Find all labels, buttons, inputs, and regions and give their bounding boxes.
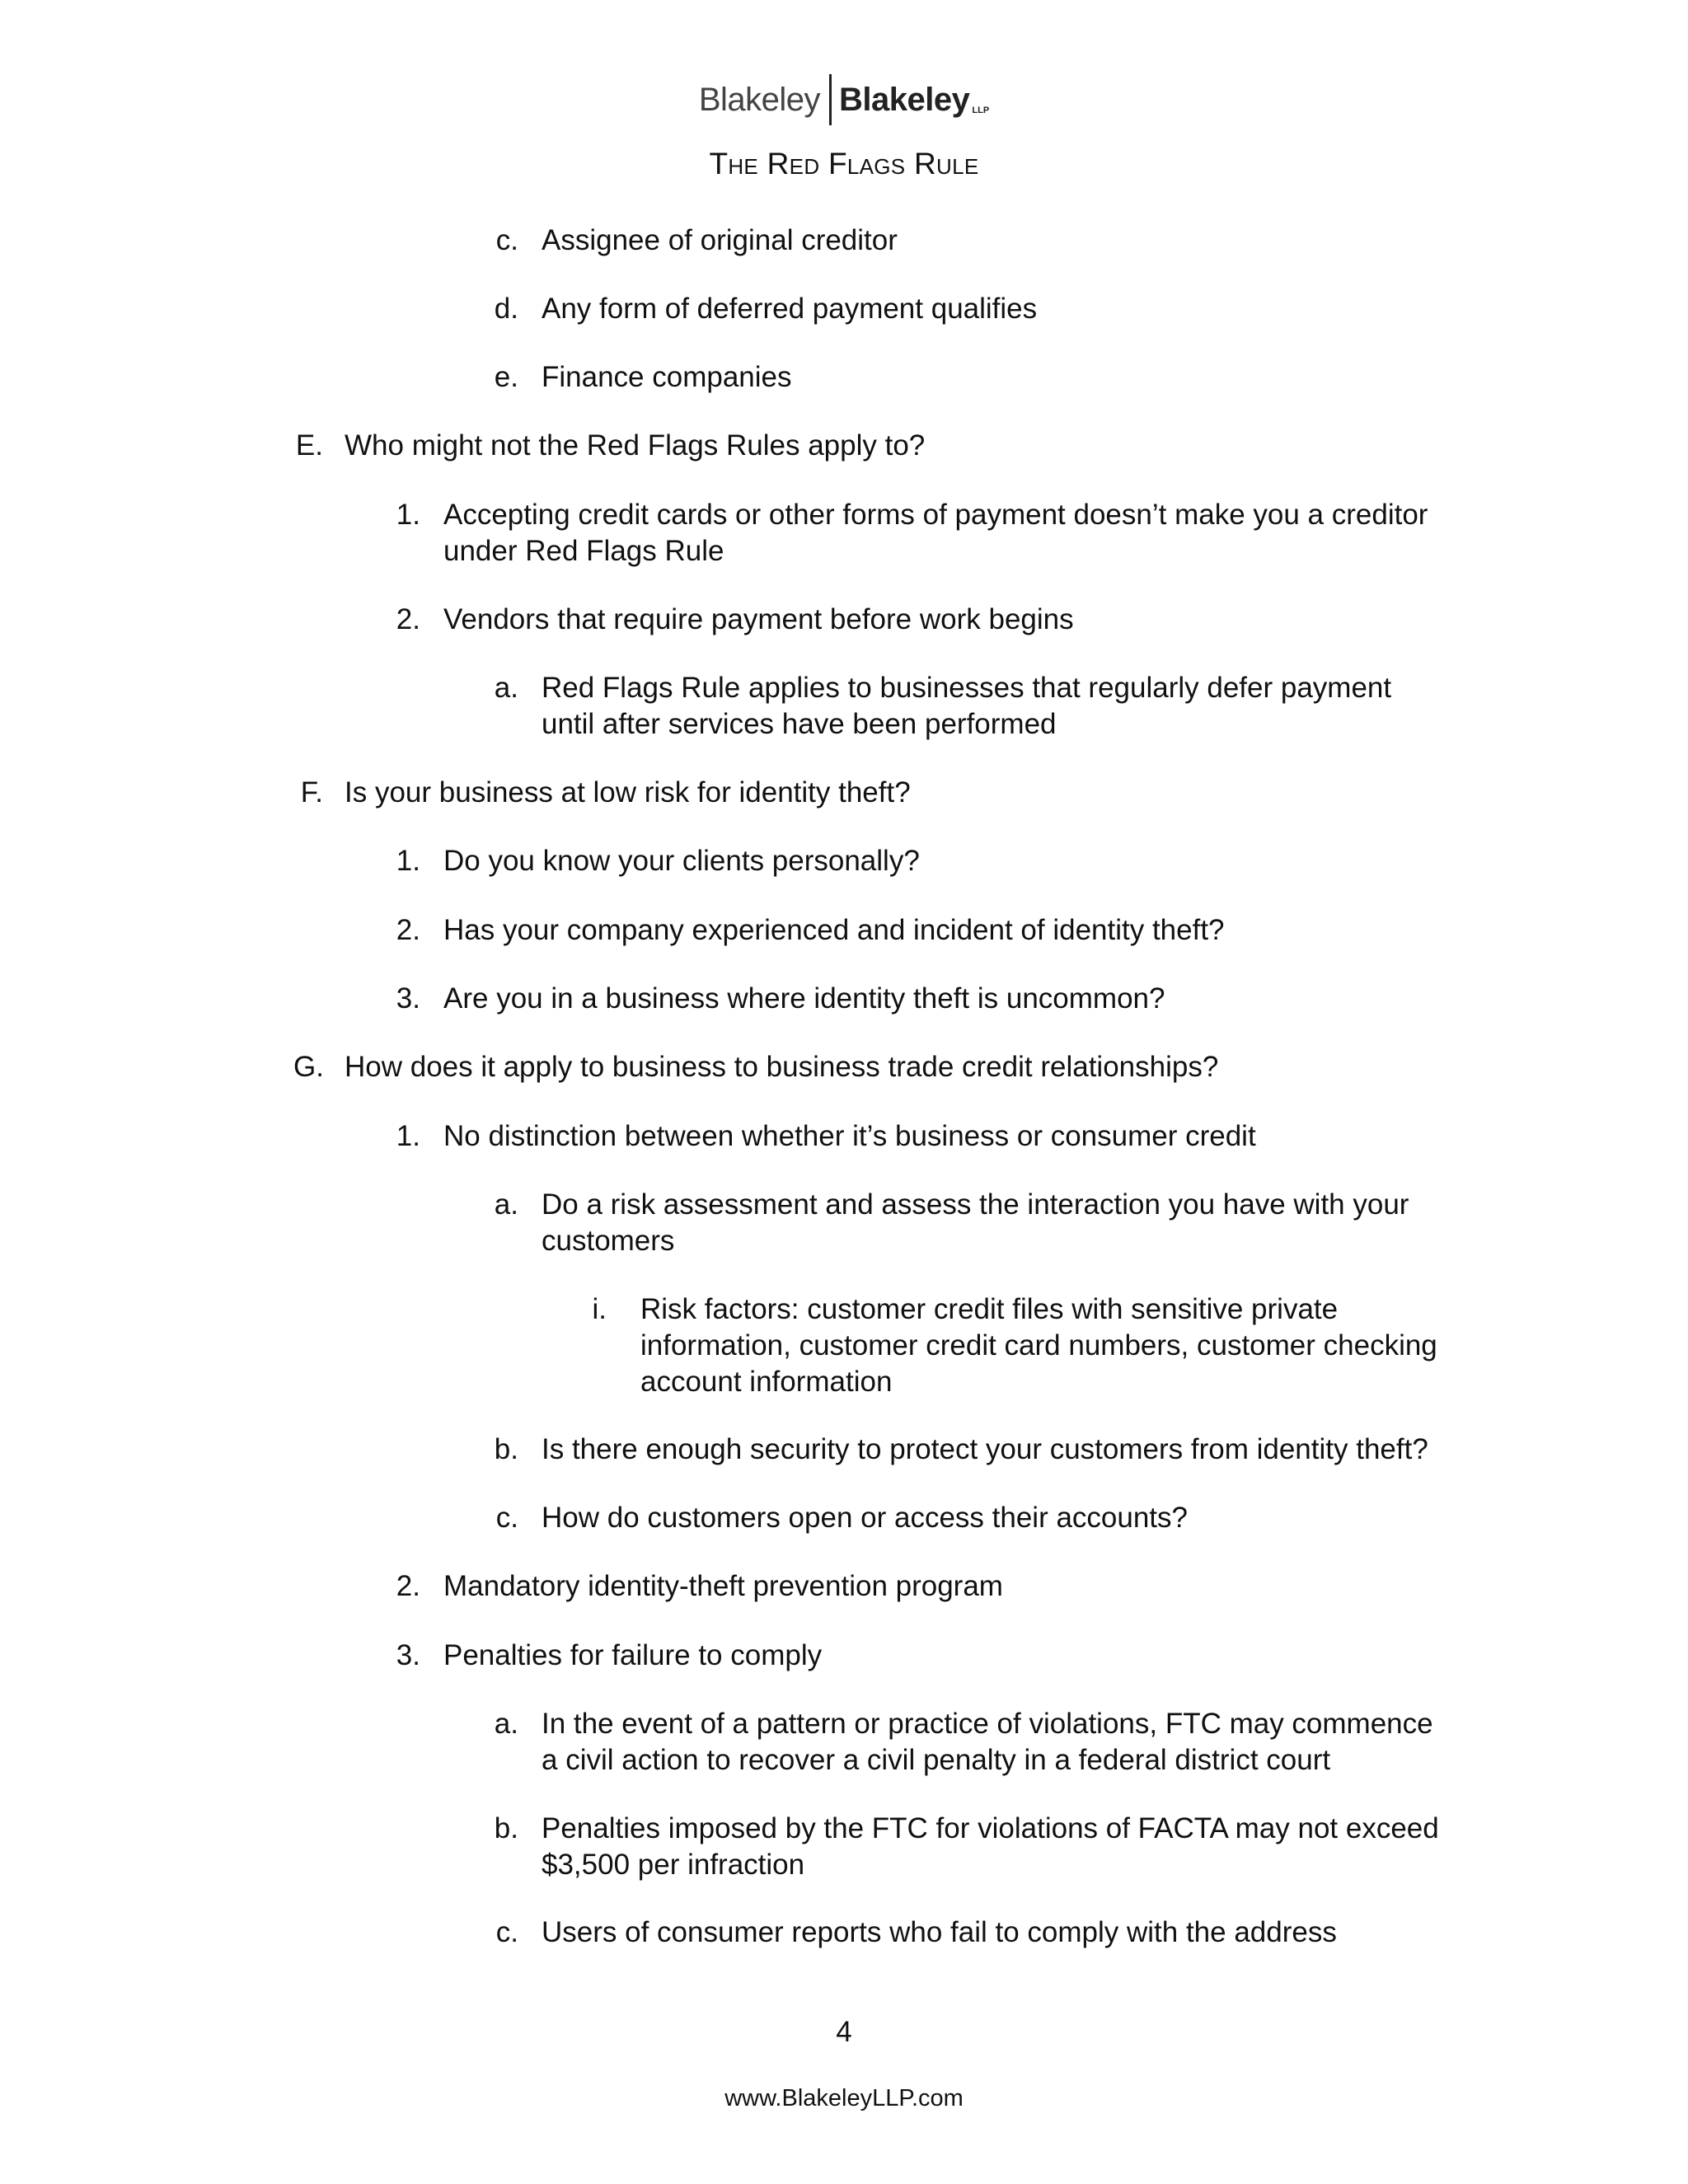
item-marker: b. [494, 1433, 518, 1465]
item-marker: c. [495, 1502, 518, 1534]
item-text: Assignee of original creditor [542, 224, 898, 256]
item-marker: F. [300, 776, 323, 808]
item-marker: 1. [396, 1120, 420, 1152]
item-marker: 1. [396, 845, 420, 877]
item-marker: 3. [396, 1639, 420, 1671]
item-marker: 1. [396, 499, 420, 531]
item-marker: G. [293, 1051, 324, 1083]
item-text: In the event of a pattern or practice of violations, FTC may commence a civil action to recover a civil penalty in a federal district court [542, 1708, 1433, 1776]
item-marker: E. [295, 429, 323, 462]
item-marker: e. [494, 361, 518, 393]
item-text: Mandatory identity-theft prevention program [443, 1570, 1003, 1602]
item-marker: 2. [396, 1570, 420, 1602]
item-text: Who might not the Red Flags Rules apply to? [345, 429, 926, 462]
item-marker: a. [494, 1188, 518, 1221]
item-text: Finance companies [542, 361, 792, 393]
item-text: Any form of deferred payment qualifies [542, 293, 1038, 325]
item-text: Penalties for failure to comply [443, 1639, 823, 1671]
item-text: Accepting credit cards or other forms of payment doesn’t make you a creditor under Red Flags Rule [443, 499, 1428, 567]
item-text: No distinction between whether it’s business or consumer credit [443, 1120, 1256, 1152]
logo-divider [829, 74, 832, 125]
logo-bold-text: Blakeley [839, 81, 970, 118]
item-marker: a. [494, 1708, 518, 1740]
item-text: How does it apply to business to business trade credit relationships? [345, 1051, 1219, 1083]
item-text: Is your business at low risk for identity theft? [345, 776, 911, 808]
item-text: Users of consumer reports who fail to comply with the address [542, 1916, 1337, 1948]
item-marker: i. [592, 1293, 607, 1325]
logo-light-text: Blakeley [698, 81, 821, 118]
item-text: Vendors that require payment before work begins [443, 603, 1074, 635]
item-marker: b. [494, 1812, 518, 1844]
item-marker: c. [495, 1916, 518, 1948]
item-marker: a. [494, 672, 518, 704]
item-text: Penalties imposed by the FTC for violations of FACTA may not exceed $3,500 per infraction [542, 1812, 1439, 1881]
item-marker: c. [495, 224, 518, 256]
item-text: Are you in a business where identity theft is uncommon? [443, 982, 1165, 1015]
item-text: How do customers open or access their accounts? [542, 1502, 1188, 1534]
logo-llp-suffix: LLP [972, 105, 990, 115]
item-text: Red Flags Rule applies to businesses that regularly defer payment until after services have been performed [542, 672, 1392, 740]
item-text: Has your company experienced and incident of identity theft? [443, 914, 1225, 946]
item-marker: 2. [396, 603, 420, 635]
item-marker: d. [494, 293, 518, 325]
item-marker: 2. [396, 914, 420, 946]
page-number: 4 [836, 2016, 852, 2048]
item-text: Do you know your clients personally? [443, 845, 920, 877]
item-marker: 3. [396, 982, 420, 1015]
item-text: Is there enough security to protect your customers from identity theft? [542, 1433, 1428, 1465]
item-text: Risk factors: customer credit files with sensitive private information, customer credit card numbers, customer checking account information [640, 1293, 1437, 1398]
document-title: The Red Flags Rule [709, 147, 979, 180]
item-text: Do a risk assessment and assess the interaction you have with your customers [542, 1188, 1409, 1257]
firm-logo [0, 73, 1688, 127]
footer-url: www.BlakeleyLLP.com [724, 2085, 964, 2111]
